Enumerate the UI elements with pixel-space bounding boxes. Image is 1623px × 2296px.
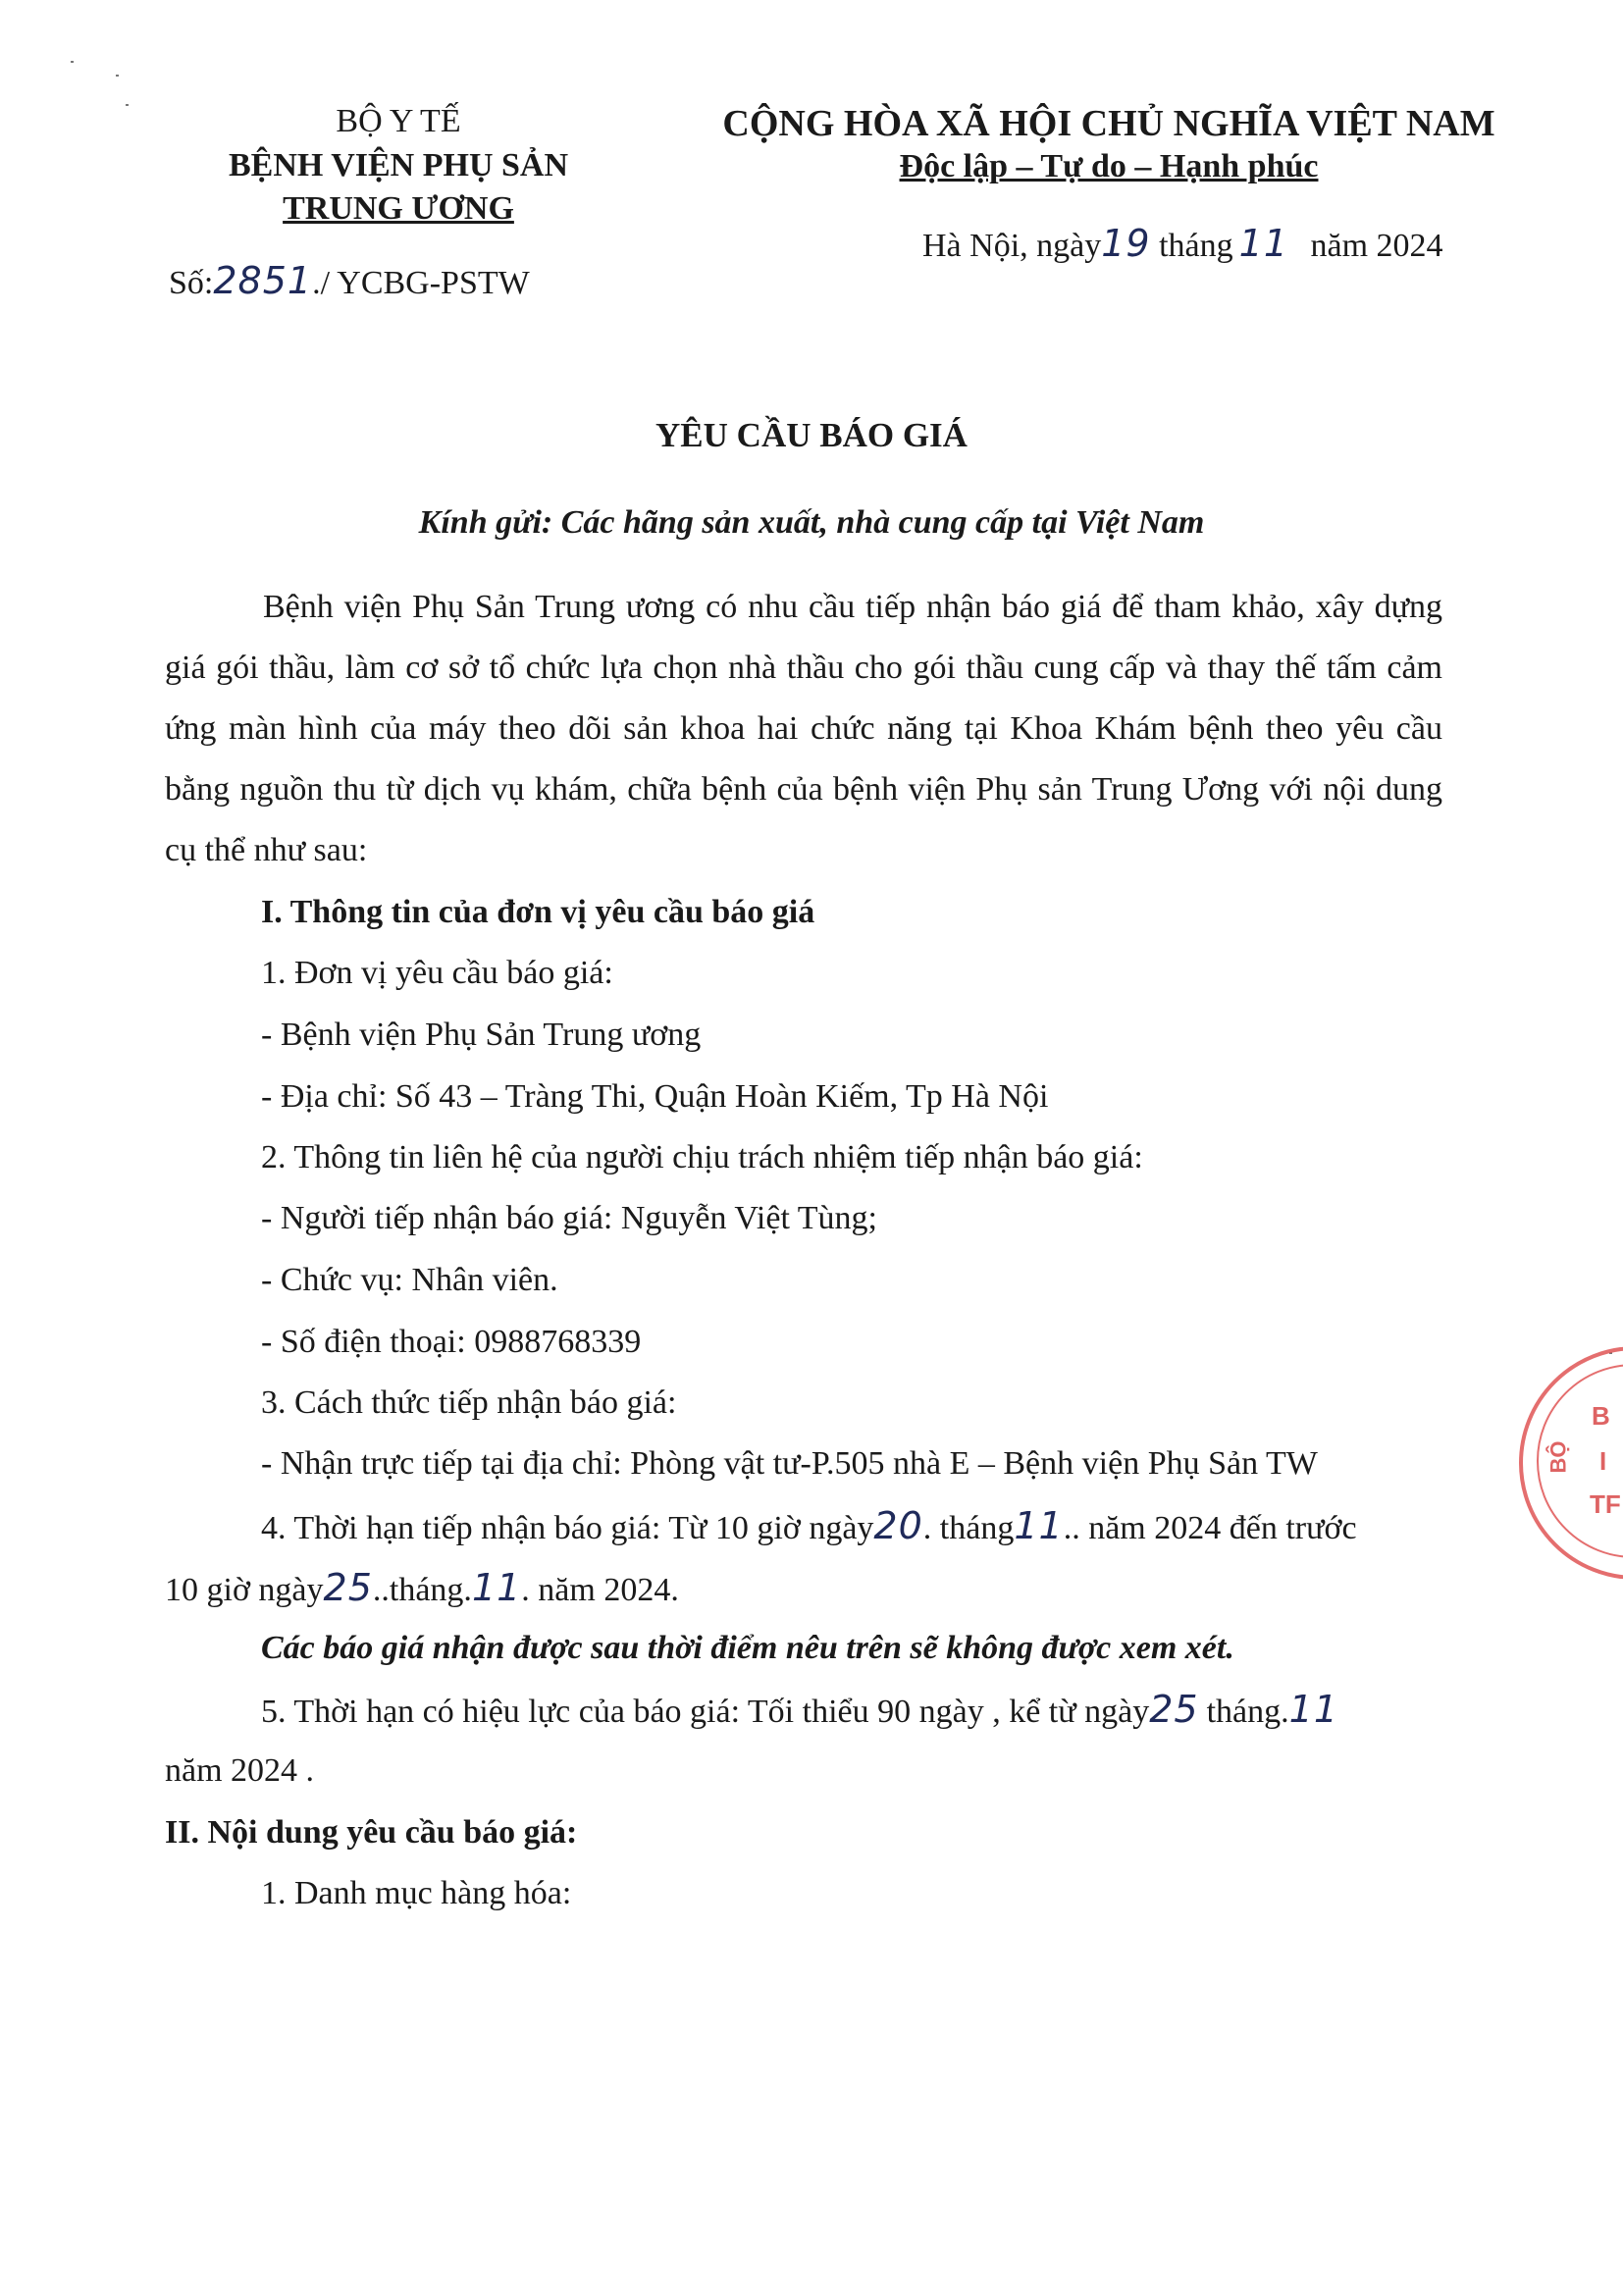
date-month-label: tháng <box>1159 228 1233 264</box>
recipient-line: Kính gửi: Các hãng sản xuất, nhà cung cấp tại Việt Nam <box>418 504 1205 541</box>
item5-day-handwritten: 25 <box>1149 1688 1199 1731</box>
section1-heading: I. Thông tin của đơn vị yêu cầu báo giá <box>261 894 815 930</box>
date-day-handwritten: 19 <box>1101 222 1151 265</box>
late-submission-note: Các báo giá nhận được sau thời điểm nêu trên sẽ không được xem xét. <box>261 1630 1234 1666</box>
item4-day-handwritten: 20 <box>873 1504 923 1547</box>
section1-item4-cont <box>165 1568 679 1610</box>
national-motto: Độc lập – Tự do – Hạnh phúc <box>899 148 1319 184</box>
receiving-method: - Nhận trực tiếp tại địa chỉ: Phòng vật tư-P.505 nhà E – Bệnh viện Phụ Sản TW <box>261 1445 1318 1482</box>
receiver-position: - Chức vụ: Nhân viên. <box>261 1262 558 1298</box>
seal-text-i: I <box>1599 1446 1607 1476</box>
seal-text-tf: TF <box>1590 1489 1621 1519</box>
section2-item1: 1. Danh mục hàng hóa: <box>261 1875 572 1911</box>
place-date <box>922 224 1443 266</box>
section1-item3: 3. Cách thức tiếp nhận báo giá: <box>261 1384 677 1421</box>
item4-text-4: 10 giờ ngày <box>165 1572 324 1608</box>
date-year: năm 2024 <box>1310 228 1443 264</box>
hospital-name-line2: TRUNG ƯƠNG <box>283 190 514 227</box>
item4-month-handwritten: 11 <box>1014 1504 1064 1547</box>
item4-text-3: .. năm 2024 đến trước <box>1063 1510 1357 1546</box>
doc-no-prefix: Số: <box>169 265 214 301</box>
intro-paragraph: Bệnh viện Phụ Sản Trung ương có nhu cầu tiếp nhận báo giá để tham khảo, xây dựng giá gói thầu, làm cơ sở tổ chức lựa chọn nhà thầu cho gói thầu cung cấp và thay thế tấm cảm ứng màn hình của máy theo dõi sản khoa hai chức năng tại Khoa Khám bệnh theo yêu cầu bằng nguồn thu từ dịch vụ khám, chữa bệnh của bệnh viện Phụ sản Trung Ương với nội dung cụ thể như sau: <box>165 589 1442 868</box>
doc-no-suffix: ./ YCBG-PSTW <box>312 265 530 301</box>
document-title: YÊU CẦU BÁO GIÁ <box>655 416 968 454</box>
item5-text-2: tháng. <box>1206 1694 1289 1730</box>
scan-speck <box>116 75 119 77</box>
section1-item5-cont: năm 2024 . <box>165 1752 315 1789</box>
section1-item4 <box>261 1506 1357 1548</box>
receiver-name: - Người tiếp nhận báo giá: Nguyễn Việt Tùng; <box>261 1200 878 1236</box>
ministry-name: BỘ Y TẾ <box>336 103 461 139</box>
item4-text-1: 4. Thời hạn tiếp nhận báo giá: Từ 10 giờ ngày <box>261 1510 874 1546</box>
section1-item1: 1. Đơn vị yêu cầu báo giá: <box>261 955 613 991</box>
official-seal <box>1519 1346 1623 1580</box>
section1-item5 <box>261 1690 1338 1732</box>
item4-day2-handwritten: 25 <box>323 1566 373 1609</box>
doc-no-handwritten: 2851 <box>213 259 313 302</box>
date-month-handwritten: 11 <box>1238 222 1289 265</box>
scan-speck <box>71 61 74 63</box>
item4-text-5: ..tháng. <box>372 1572 472 1608</box>
country-name: CỘNG HÒA XÃ HỘI CHỦ NGHĨA VIỆT NAM <box>722 103 1495 144</box>
receiver-phone: - Số điện thoại: 0988768339 <box>261 1324 642 1360</box>
seal-text-b: B <box>1592 1401 1610 1431</box>
item4-text-6: . năm 2024. <box>521 1572 679 1608</box>
document-number <box>169 261 530 303</box>
section2-heading: II. Nội dung yêu cầu báo giá: <box>165 1814 578 1851</box>
section1-item2: 2. Thông tin liên hệ của người chịu trách nhiệm tiếp nhận báo giá: <box>261 1139 1143 1175</box>
seal-text-side: BỘ <box>1545 1440 1571 1474</box>
item4-month2-handwritten: 11 <box>471 1566 522 1609</box>
date-prefix: Hà Nội, ngày <box>922 228 1102 264</box>
item5-text-1: 5. Thời hạn có hiệu lực của báo giá: Tối thiểu 90 ngày , kể từ ngày <box>261 1694 1150 1730</box>
unit-address: - Địa chỉ: Số 43 – Tràng Thi, Quận Hoàn Kiếm, Tp Hà Nội <box>261 1078 1049 1115</box>
item4-text-2: . tháng <box>922 1510 1015 1546</box>
requesting-unit: - Bệnh viện Phụ Sản Trung ương <box>261 1017 702 1053</box>
hospital-name: BỆNH VIỆN PHỤ SẢN <box>228 147 569 183</box>
item5-month-handwritten: 11 <box>1288 1688 1339 1731</box>
